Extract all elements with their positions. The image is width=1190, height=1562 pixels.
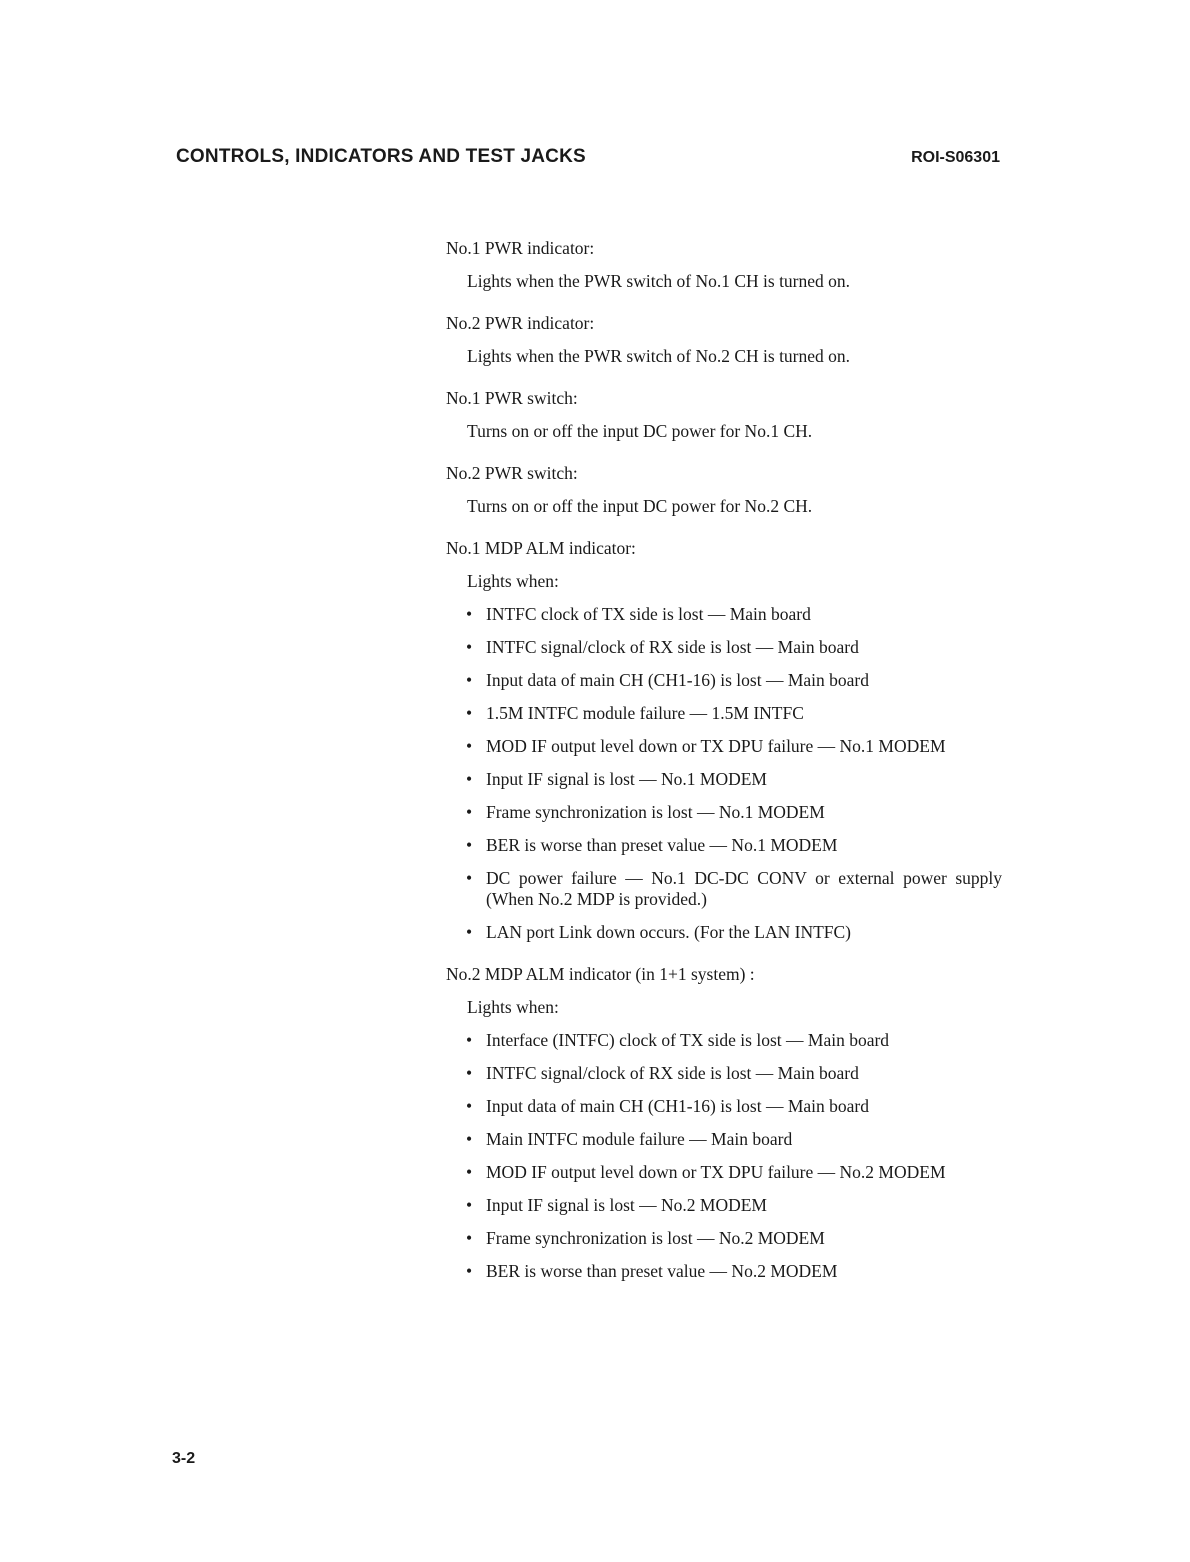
bullet-icon: • (466, 604, 473, 624)
bullet-icon: • (466, 637, 473, 657)
item-no2-mdp-alm-indicator (446, 964, 1002, 1282)
list-item: • Frame synchronization is lost — No.1 MODEM (466, 802, 825, 822)
section-title: CONTROLS, INDICATORS AND TEST JACKS (176, 146, 586, 167)
list-item: • Input data of main CH (CH1-16) is lost — Main board (466, 670, 870, 690)
alarm-condition-list (446, 604, 1002, 943)
item-title: No.2 PWR indicator: (446, 313, 595, 333)
bullet-icon: • (466, 769, 473, 789)
list-item: • INTFC clock of TX side is lost — Main board (466, 604, 811, 624)
document-id: ROI-S06301 (911, 149, 1000, 166)
item-no1-pwr-switch (446, 388, 1002, 442)
item-intro: Lights when: (467, 571, 559, 591)
page-body (446, 238, 1002, 1303)
item-title: No.1 PWR indicator: (446, 238, 595, 258)
list-item: • MOD IF output level down or TX DPU failure — No.1 MODEM (466, 736, 946, 756)
bullet-icon: • (466, 703, 473, 723)
item-title: No.2 MDP ALM indicator (in 1+1 system) : (446, 964, 755, 984)
item-no2-pwr-switch (446, 463, 1002, 517)
list-item: • Input IF signal is lost — No.1 MODEM (466, 769, 767, 789)
list-item: • INTFC signal/clock of RX side is lost — Main board (466, 1063, 859, 1083)
bullet-icon: • (466, 1195, 473, 1215)
alarm-condition-list (446, 1030, 1002, 1282)
list-item: • LAN port Link down occurs. (For the LAN INTFC) (466, 922, 852, 942)
item-description: Turns on or off the input DC power for No.1 CH. (467, 421, 813, 441)
list-item: • BER is worse than preset value — No.1 MODEM (466, 835, 838, 855)
list-item: • 1.5M INTFC module failure — 1.5M INTFC (466, 703, 804, 723)
bullet-icon: • (466, 736, 473, 756)
item-no1-pwr-indicator (446, 238, 1002, 292)
bullet-icon: • (466, 835, 473, 855)
item-description: Lights when the PWR switch of No.1 CH is turned on. (467, 271, 851, 291)
page-number: 3-2 (172, 1450, 196, 1467)
bullet-icon: • (466, 670, 473, 690)
item-intro: Lights when: (467, 997, 559, 1017)
bullet-icon: • (466, 922, 473, 942)
list-item: • Frame synchronization is lost — No.2 MODEM (466, 1228, 825, 1248)
bullet-icon: • (466, 1030, 473, 1050)
bullet-icon: • (466, 1129, 473, 1149)
bullet-icon: • (466, 1162, 473, 1182)
item-description: Lights when the PWR switch of No.2 CH is turned on. (467, 346, 851, 366)
item-title: No.1 PWR switch: (446, 388, 578, 408)
bullet-icon: • (466, 868, 473, 888)
item-no1-mdp-alm-indicator (446, 538, 1002, 943)
list-item: • BER is worse than preset value — No.2 MODEM (466, 1261, 838, 1281)
list-item: • DC power failure — No.1 DC-DC CONV or external power supply (When No.2 MDP is provided.) (466, 868, 1002, 909)
list-item: • Main INTFC module failure — Main board (466, 1129, 793, 1149)
item-title: No.1 MDP ALM indicator: (446, 538, 636, 558)
list-item: • Input IF signal is lost — No.2 MODEM (466, 1195, 767, 1215)
bullet-icon: • (466, 1096, 473, 1116)
item-no2-pwr-indicator (446, 313, 1002, 367)
list-item: • Input data of main CH (CH1-16) is lost — Main board (466, 1096, 870, 1116)
bullet-icon: • (466, 802, 473, 822)
bullet-icon: • (466, 1063, 473, 1083)
item-title: No.2 PWR switch: (446, 463, 578, 483)
list-item: • Interface (INTFC) clock of TX side is lost — Main board (466, 1030, 890, 1050)
bullet-icon: • (466, 1228, 473, 1248)
bullet-icon: • (466, 1261, 473, 1281)
list-item: • INTFC signal/clock of RX side is lost — Main board (466, 637, 859, 657)
item-description: Turns on or off the input DC power for No.2 CH. (467, 496, 813, 516)
list-item: • MOD IF output level down or TX DPU failure — No.2 MODEM (466, 1162, 946, 1182)
